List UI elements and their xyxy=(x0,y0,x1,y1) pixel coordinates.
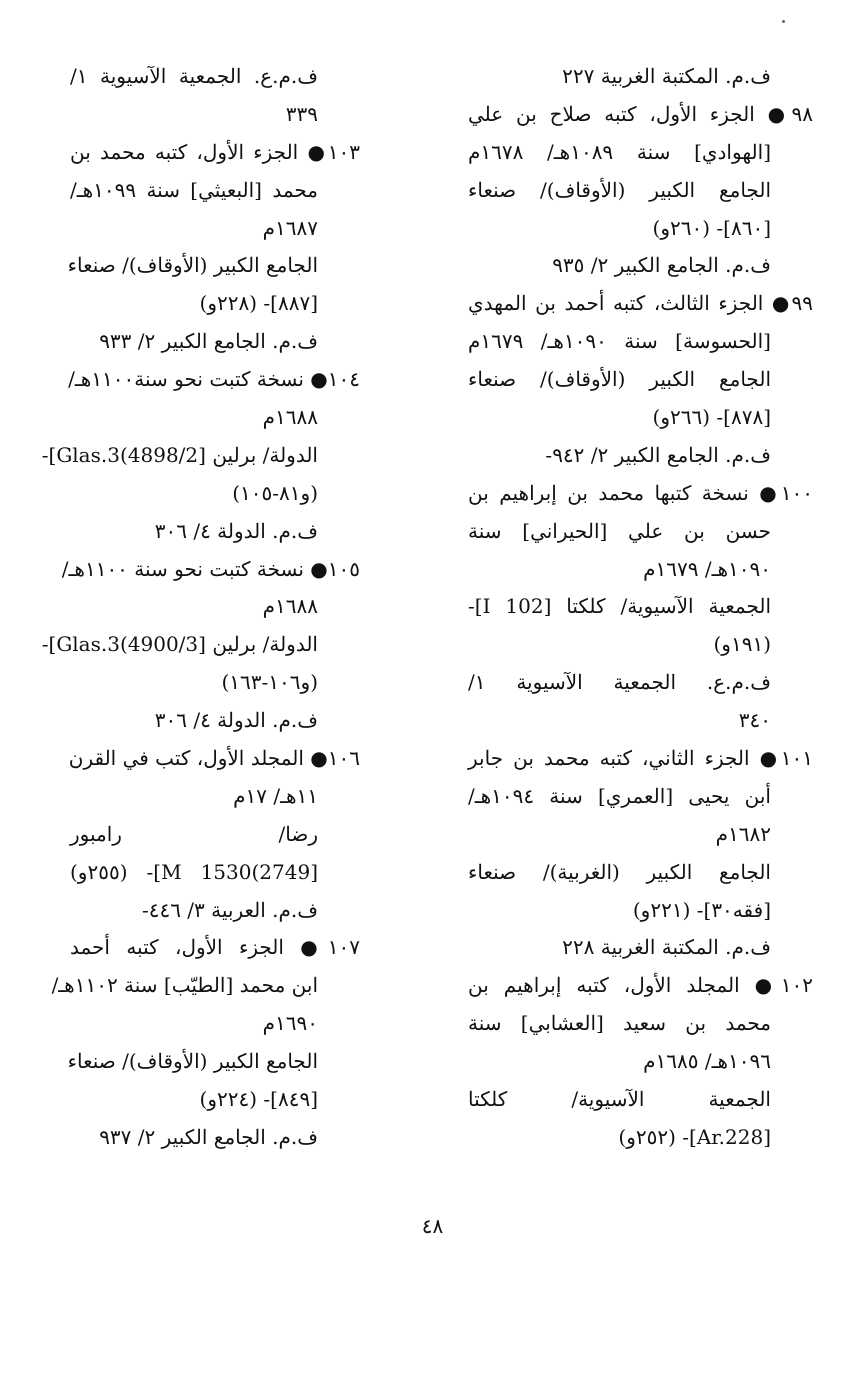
line: [فقه٣٠]- (٢٢١و) xyxy=(632,897,771,922)
line: (و٨١-١٠٥) xyxy=(232,480,318,505)
line: ١٦٨٨م xyxy=(262,405,318,430)
line: رضا/ رامبور xyxy=(70,821,318,846)
line: الجامع الكبير (الأوقاف)/ صنعاء xyxy=(468,367,771,392)
line: الجمعية الآسيوية/ كلكتا xyxy=(468,1087,771,1112)
line: ابن محمد [الطيّب] سنة ١١٠٢هـ/ xyxy=(51,973,318,998)
line: ٣٤٠ xyxy=(738,708,771,733)
line: ف.م. الدولة ٤/ ٣٠٦ xyxy=(154,518,318,543)
line: ١٠٢● المجلد الأول، كتبه إبراهيم بن xyxy=(468,973,813,998)
line: محمد [البعيثي] سنة ١٠٩٩هـ/ xyxy=(70,177,318,202)
line: ١٦٨٢م xyxy=(715,821,771,846)
line: ف.م. الدولة ٤/ ٣٠٦ xyxy=(154,708,318,733)
line: الدولة/ برلين [4900/3)Glas.3]- xyxy=(41,632,318,657)
line: ١٠٩٦هـ/ ١٦٨٥م xyxy=(643,1049,771,1074)
line: ف.م.ع. الجمعية الآسيوية ١/ xyxy=(70,64,318,88)
line: ١٠٦● المجلد الأول، كتب في القرن xyxy=(68,746,360,771)
left-column xyxy=(41,58,360,1157)
line: ١٠١● الجزء الثاني، كتبه محمد بن جابر xyxy=(468,746,813,771)
line: (١٩١و) xyxy=(713,632,771,657)
line: ١٠٥● نسخة كتبت نحو سنة ١١٠٠هـ/ xyxy=(61,556,360,581)
line: ف.م. المكتبة الغربية ٢٢٧ xyxy=(562,64,771,88)
line: الجامع الكبير (الأوقاف)/ صنعاء xyxy=(468,177,771,202)
line: ف.م. الجامع الكبير ٢/ ٩٣٣ xyxy=(99,329,318,354)
line: ف.م. العربية ٣/ ٤٤٦- xyxy=(141,897,318,922)
line: [٨٦٠]- (٢٦٠و) xyxy=(652,215,771,240)
line: ف.م. الجامع الكبير ٢/ ٩٣٥ xyxy=(552,253,771,278)
line: الجمعية الآسيوية/ كلكتا [102 I]- xyxy=(468,594,772,619)
line: الدولة/ برلين [4898/2)Glas.3]- xyxy=(41,442,318,467)
line: ٩٩● الجزء الثالث، كتبه أحمد بن المهدي xyxy=(468,291,813,316)
right-column xyxy=(468,58,813,1157)
line: حسن بن علي [الحيراني] سنة xyxy=(468,518,771,543)
line: [٨٧٨]- (٢٦٦و) xyxy=(652,405,771,430)
line: محمد بن سعيد [العشابي] سنة xyxy=(468,1011,771,1036)
line: ١٦٨٧م xyxy=(262,215,318,240)
line: الجامع الكبير (الأوقاف)/ صنعاء xyxy=(67,1049,318,1074)
line: ف.م.ع. الجمعية الآسيوية ١/ xyxy=(468,670,771,695)
line: الجامع الكبير (الغربية)/ صنعاء xyxy=(468,859,771,884)
line: ف.م. الجامع الكبير ٢/ ٩٣٧ xyxy=(99,1124,318,1149)
line: ف.م. المكتبة الغربية ٢٢٨ xyxy=(562,935,771,960)
line: [Ar.228]- (٢٥٢و) xyxy=(618,1124,771,1149)
line: ١٠٠● نسخة كتبها محمد بن إبراهيم بن xyxy=(468,480,813,505)
line: [2749)1530 M]- (٢٥٥و) xyxy=(70,859,318,884)
line: ١١هـ/ ١٧م xyxy=(233,783,318,808)
line: ١٠٤● نسخة كتبت نحو سنة١١٠٠هـ/ xyxy=(68,367,360,392)
line: (و١٠٦-١٦٣) xyxy=(221,670,318,695)
line: ١٠٣● الجزء الأول، كتبه محمد بن xyxy=(70,139,360,164)
line: ٩٨● الجزء الأول، كتبه صلاح بن علي xyxy=(468,101,813,126)
line: الجامع الكبير (الأوقاف)/ صنعاء xyxy=(67,253,318,278)
line: [الحسوسة] سنة ١٠٩٠هـ/ ١٦٧٩م xyxy=(468,329,771,354)
line: [٨٤٩]- (٢٢٤و) xyxy=(199,1087,318,1112)
line: [الهوادي] سنة ١٠٨٩هـ/ ١٦٧٨م xyxy=(468,139,771,164)
line: أبن يحيى [العمري] سنة ١٠٩٤هـ/ xyxy=(468,783,771,808)
line: ١٠٧● الجزء الأول، كتبه أحمد xyxy=(70,935,360,960)
line: ٣٣٩ xyxy=(285,101,318,126)
line: ١٠٩٠هـ/ ١٦٧٩م xyxy=(643,556,771,581)
line: ف.م. الجامع الكبير ٢/ ٩٤٢- xyxy=(545,442,771,467)
line: ١٦٨٨م xyxy=(262,594,318,619)
line: ١٦٩٠م xyxy=(262,1011,318,1036)
line: [٨٨٧]- (٢٢٨و) xyxy=(199,291,318,316)
page-number: ٤٨ xyxy=(421,1214,444,1238)
speck-mark xyxy=(782,20,785,23)
